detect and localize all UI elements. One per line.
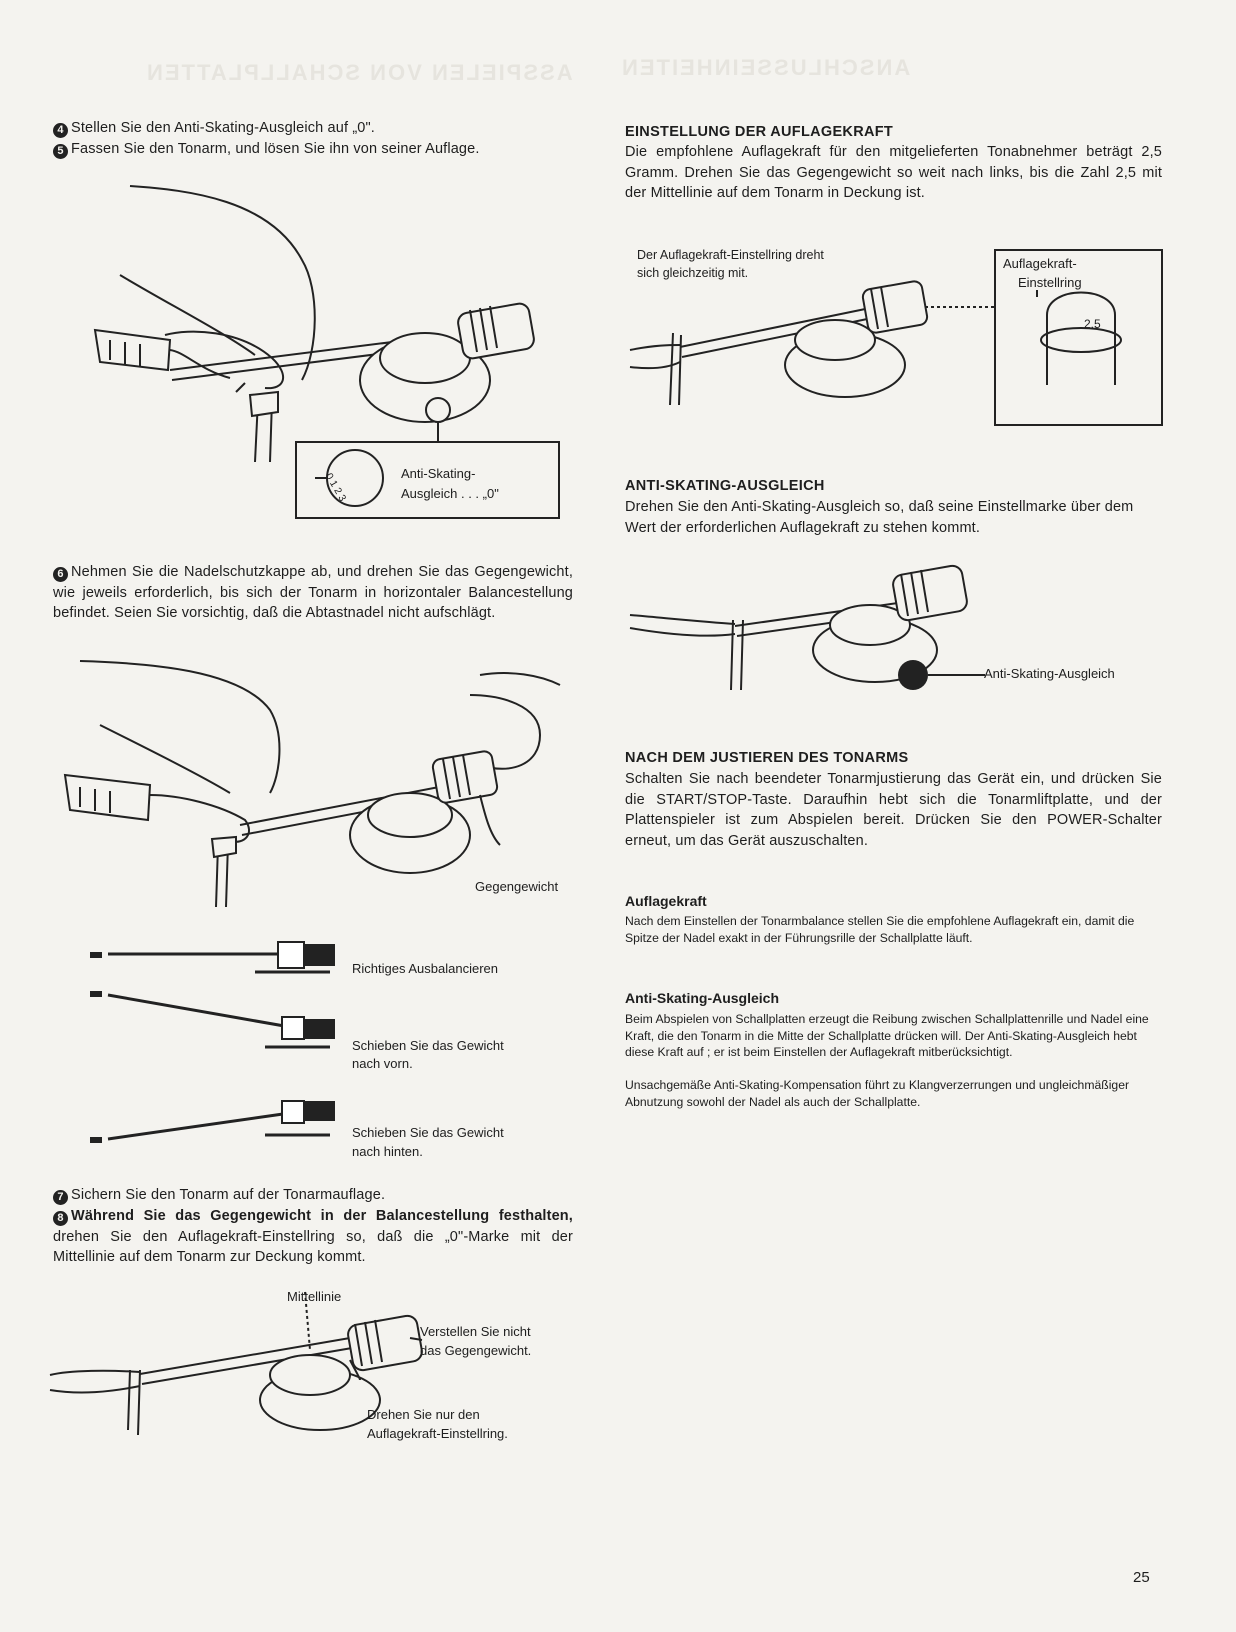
section-tracking-force-text: Die empfohlene Auflagekraft für den mitgelieferten Tonabnehmer beträgt 2,5 Gramm. Drehen Sie das Gegengewicht so weit nach links, bis die Zahl 2,5 mit der Mittellinie auf dem Tonarm in Deckung ist. (625, 144, 1162, 201)
balance-forward-line2: nach vorn. (352, 1056, 413, 1071)
tracking-force-ring-closeup-illustration (625, 245, 1165, 435)
fig4-value: 2.5 (1084, 317, 1101, 331)
step-8-text: drehen Sie den Auflagekraft-Einstellring so, daß die „0"-Marke mit der Mittellinie auf dem Tonarm zur Deckung kommt. (53, 1228, 573, 1265)
step-6 (53, 562, 573, 624)
step-4-number: 4 (53, 123, 68, 138)
fig4-box-line2: Einstellring (1018, 275, 1082, 290)
subsection-auflagekraft-heading: Auflagekraft (625, 893, 707, 909)
section-after-adjustment-text: Schalten Sie nach beendeter Tonarmjustierung das Gerät ein, und drücken Sie die START/STOP-Taste. Daraufhin hebt sich die Tonarmliftplatte, und der Plattenspieler ist zum Abspielen bereit. Drücken Sie den POWER-Schalter erneut, um das Gerät auszuschalten. (625, 771, 1162, 849)
fig3-label1-line1: Verstellen Sie nicht (420, 1324, 531, 1339)
subsection-anti-skating-text2: Unsachgemäße Anti-Skating-Kompensation führt zu Klangverzerrungen und ungleichmäßiger Abnutzung sowohl der Nadel als auch der Schallplatte. (625, 1078, 1130, 1109)
step-8 (53, 1206, 573, 1268)
step-6-text: Nehmen Sie die Nadelschutzkappe ab, und drehen Sie das Gegengewicht, wie jeweils erforderlich, bis sich der Tonarm in horizontaler Balancestellung befindet. Seien Sie vorsichtig, daß die Abtastnadel nicht aufschlägt. (53, 564, 573, 621)
page-number: 25 (1133, 1569, 1150, 1586)
step-5 (53, 139, 573, 160)
subsection-anti-skating-heading: Anti-Skating-Ausgleich (625, 990, 780, 1006)
fig1-label-line1: Anti-Skating- (401, 466, 476, 481)
step-8-number: 8 (53, 1211, 68, 1226)
fig4-note-line1: Der Auflagekraft-Einstellring dreht (637, 248, 824, 262)
tonearm-release-illustration (40, 180, 580, 540)
fig3-label2-line2: Auflagekraft-Einstellring. (367, 1426, 508, 1441)
balance-diagram-backward (90, 1095, 350, 1155)
section-anti-skating-text: Drehen Sie den Anti-Skating-Ausgleich so, daß seine Einstellmarke über dem Wert der erforderlichen Auflagekraft zu stehen kommt. (625, 499, 1134, 536)
step-4-text: Stellen Sie den Anti-Skating-Ausgleich auf „0". (71, 120, 375, 136)
subsection-anti-skating-text1: Beim Abspielen von Schallplatten erzeugt die Reibung zwischen Schallplattenrille und Nadel eine Kraft, die den Tonarm in die Mitte der Schallplatte drücken will. Der Anti-Skating-Ausgleich hebt diese Kraft auf ; er ist beim Einstellen der Auflagekraft mitberücksichtigt. (625, 1012, 1149, 1060)
fig3-label2-line1: Drehen Sie nur den (367, 1407, 480, 1422)
balance-backward-line2: nach hinten. (352, 1144, 423, 1159)
step-4 (53, 118, 573, 139)
step-6-number: 6 (53, 567, 68, 582)
bleed-through-title-left: ASSPIELEN VON SCHALLPLATTEN (145, 60, 573, 85)
balance-backward-line1: Schieben Sie das Gewicht (352, 1125, 504, 1140)
anti-skating-knob-illustration (625, 560, 1005, 700)
step-8-bold-text: Während Sie das Gegengewicht in der Balancestellung festhalten, (71, 1208, 573, 1224)
section-after-adjustment-heading: NACH DEM JUSTIEREN DES TONARMS (625, 750, 909, 766)
fig4-box-line1: Auflagekraft- (1003, 256, 1077, 271)
fig4-note-line2: sich gleichzeitig mit. (637, 266, 749, 280)
balance-correct-label: Richtiges Ausbalancieren (352, 961, 498, 976)
fig5-label: Anti-Skating-Ausgleich (984, 666, 1115, 681)
fig2-label: Gegengewicht (475, 879, 559, 894)
step-7-text: Sichern Sie den Tonarm auf der Tonarmauflage. (71, 1187, 386, 1203)
subsection-auflagekraft-text: Nach dem Einstellen der Tonarmbalance stellen Sie die empfohlene Auflagekraft ein, damit die Spitze der Nadel exakt in der Führungsrille der Schallplatte läuft. (625, 914, 1135, 945)
balance-forward-line1: Schieben Sie das Gewicht (352, 1038, 504, 1053)
step-5-number: 5 (53, 144, 68, 159)
step-7-number: 7 (53, 1190, 68, 1205)
section-anti-skating-heading: ANTI-SKATING-AUSGLEICH (625, 478, 825, 494)
bleed-through-title-right: ANSCHLUSSEINHEITEN (620, 55, 911, 80)
tonearm-balance-illustration (40, 655, 580, 915)
dial-digits: 0 1 2 3 (322, 471, 348, 504)
step-5-text: Fassen Sie den Tonarm, und lösen Sie ihn von seiner Auflage. (71, 141, 480, 157)
balance-diagram-forward (90, 985, 350, 1055)
fig3-label1-line2: das Gegengewicht. (420, 1343, 532, 1358)
step-7 (53, 1185, 573, 1206)
balance-diagram-correct (90, 940, 350, 980)
fig1-label-line2: Ausgleich . . . „0" (401, 486, 499, 501)
fig3-mittellinie: Mittellinie (287, 1289, 342, 1304)
section-tracking-force-heading: EINSTELLUNG DER AUFLAGEKRAFT (625, 124, 894, 140)
